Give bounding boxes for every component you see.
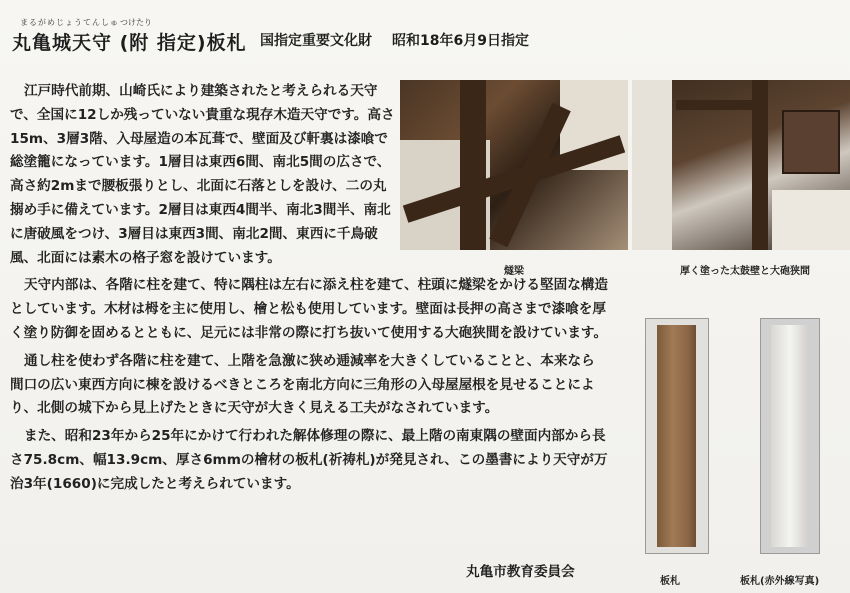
caption-wall: 厚く塗った太鼓壁と大砲狭間 <box>680 266 810 277</box>
board-header <box>10 17 840 61</box>
caption-beam: 燧梁 <box>504 266 524 277</box>
designation-label: 国指定重要文化財 <box>260 33 372 49</box>
photo-beam-line <box>676 100 756 110</box>
caption-plank-infrared: 板札(赤外線写真) <box>740 576 820 587</box>
paragraph-design-feature: 通し柱を使わず各階に柱を建て、上階を急激に狭め逓減率を大きくしていることと、本来なら間口の広い東西方向に棟を設けるべきところを南北方向に三角形の入母屋屋根を見せることにより、北側の城下から見上げたときに天守が大きく見える工夫がなされています。 <box>10 352 595 417</box>
designation-date: 昭和18年6月9日指定 <box>392 33 529 49</box>
title-ruby-annex: つけたり <box>120 18 152 27</box>
photo-wall-cannon-port <box>632 80 850 250</box>
photo-wall-segment <box>632 80 672 250</box>
caption-plank: 板札 <box>660 576 680 587</box>
title-ruby: まるがめじょうてんしゅ <box>20 18 119 27</box>
photo-window-lattice <box>782 110 840 174</box>
photo-pillar <box>460 80 486 250</box>
photo-plank-infrared <box>760 318 820 554</box>
paragraph-interior-structure: 天守内部は、各階に柱を建て、特に隅柱は左右に添え柱を建て、柱頭に燧梁をかける堅固な構造としています。木材は栂を主に使用し、檜と松も使用しています。壁面は長押の高さまで漆喰を厚く塗り防御を固めるとともに、足元には非常の際に打ち抜いて使用する大砲狭間を設けています。 <box>10 277 608 341</box>
photo-pillar <box>752 80 768 250</box>
organization-name: 丸亀市教育委員会 <box>466 564 575 580</box>
photo-wall-segment <box>772 190 850 250</box>
paragraph-plank-discovery: また、昭和23年から25年にかけて行われた解体修理の際に、最上階の南東隅の壁面内部から長さ75.8cm、幅13.9cm、厚さ6mmの檜材の板札(祈祷札)が発見され、この墨書により天守が万治3年(1660)に完成したと考えられています。 <box>10 428 608 492</box>
paragraph-castle-overview: 江戸時代前期、山崎氏により建築されたと考えられる天守で、全国に12しか残っていない貴重な現存木造天守です。高さ15m、3層3階、入母屋造の本瓦葺で、壁面及び軒裏は漆喰で総塗籠になっています。1層目は東西6間、南北5間の広さで、高さ約2mまで腰板張りとし、北面に石落としを設け、二の丸搦め手に備えています。2層目は東西4間半、南北3間半、南北に唐破風をつけ、3層目は東西3間、南北2間、東西に千鳥破風、北面には素木の格子窓を設けています。 <box>10 83 395 266</box>
photo-beam <box>400 80 628 250</box>
infrared-plank-image <box>771 325 809 547</box>
wooden-plank-image <box>657 325 696 547</box>
photo-plank <box>645 318 709 554</box>
page-title: 丸亀城天守 (附 指定)板札 <box>12 32 247 54</box>
